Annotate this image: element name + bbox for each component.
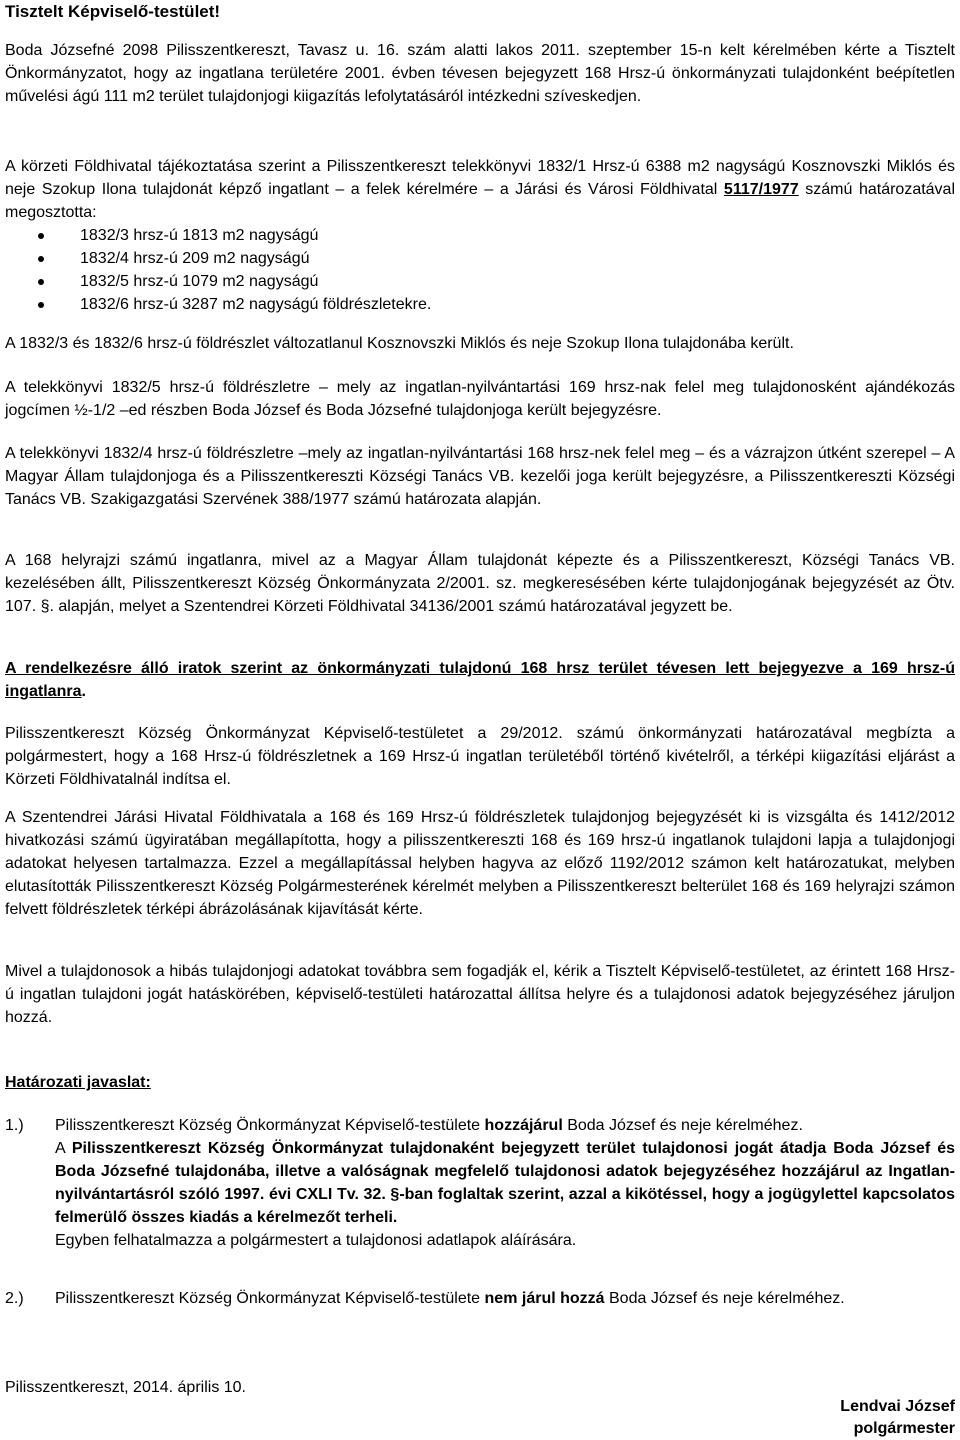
signature-block <box>840 1396 955 1440</box>
signatory-role: polgármester <box>853 1420 955 1437</box>
proposal-item-1: 1.) Pilisszentkereszt Község Önkormányzat Képviselő-testülete hozzájárul Boda József és neje kérelméhez. A Pilisszentkereszt Község Önkormányzat tulajdonaként bejegyzett terület tulajdonosi jogát átadja Boda József és Boda Józsefné tulajdonába, illetve a valóságnak megfelelő tulajdonosi adatok bejegyzéséhez hozzájárul az Ingatlan-nyilvántartásról szóló 1997. évi CXLI Tv. 32. §-ban foglaltak szerint, azzal a kikötéssel, hogy a jogügylettel kapcsolatos felmerülő összes kiadás a kérelmezőt terheli. Egyben felhatalmazza a polgármestert a tulajdonosi adatlapok aláírására. <box>5 1114 955 1252</box>
paragraph-erroneous-registration: A rendelkezésre álló iratok szerint az önkormányzati tulajdonú 168 hrsz terület tévesen lett bejegyezve a 169 hrsz-ú ingatlanra. <box>5 660 955 700</box>
paragraph-mandate: Pilisszentkereszt Község Önkormányzat Képviselő-testületet a 29/2012. számú önkormányzati határozatával megbízta a polgármestert, hogy a 168 Hrsz-ú földrészletnek a 169 Hrsz-ú ingatlan területéből történő kivételről, a térképi kiigazítási eljárást a Körzeti Földhivatalnál indítsa el. <box>5 725 955 788</box>
signatory-name: Lendvai József <box>840 1398 955 1415</box>
paragraph-text-end: számú határozatával megosztotta: <box>5 181 956 221</box>
parcel-list <box>5 224 955 316</box>
paragraph-1832-4: A telekkönyvi 1832/4 hrsz-ú földrészletre –mely az ingatlan-nyilvántartási 168 hrsz-nek felel meg – és a vázrajzon útként szerepel – A Magyar Állam tulajdonjoga és a Pilisszentkereszti Községi Tanács VB. kezelői joga került bejegyzésre, a Pilisszentkereszti Községi Tanács VB. Szakigazgatási Szervének 388/1977 számú határozata alapján. <box>5 445 955 508</box>
emphasis-statement: A rendelkezésre álló iratok szerint az önkormányzati tulajdonú 168 hrsz terület tévesen lett bejegyezve a 169 hrsz-ú ingatlanra <box>5 660 955 700</box>
list-item: 1832/4 hrsz-ú 209 m2 nagyságú <box>5 247 955 270</box>
list-item: 1832/5 hrsz-ú 1079 m2 nagyságú <box>5 270 955 293</box>
paragraph-text: A körzeti Földhivatal tájékoztatása szerint a Pilisszentkereszt telekkönyvi 1832/1 Hrsz-ú 6388 m2 nagyságú Kosznovszki Miklós és neje Szokup Ilona tulajdonát képző ingatlant – a felek kérelmére – a Járási és Városi Földhivatal <box>5 158 955 198</box>
bullet-icon <box>38 233 44 239</box>
item-number: 1.) <box>5 1117 24 1134</box>
paragraph-unchanged: A 1832/3 és 1832/6 hrsz-ú földrészlet változatlanul Kosznovszki Miklós és neje Szokup Ilona tulajdonába került. <box>5 335 794 352</box>
paragraph-request <box>5 39 955 108</box>
salutation-heading: Tisztelt Képviselő-testület! <box>5 2 221 21</box>
paragraph-168-parcel: A 168 helyrajzi számú ingatlanra, mivel az a Magyar Állam tulajdonát képezte és a Pilisszentkereszt, Községi Tanács VB. kezelésében állt, Pilisszentkereszt Község Önkormányzata 2/2001. sz. megkeresésében kérte tulajdonjogának bejegyzését az Ötv. 107. §. alapján, melyet a Szentendrei Körzeti Földhivatal 34136/2001 számú határozatával jegyzett be. <box>5 552 955 615</box>
item-number: 2.) <box>5 1290 24 1307</box>
list-item: 1832/3 hrsz-ú 1813 m2 nagyságú <box>5 224 955 247</box>
bullet-icon <box>38 256 44 262</box>
bullet-icon <box>38 279 44 285</box>
paragraph-investigation: A Szentendrei Járási Hivatal Földhivatala a 168 és 169 Hrsz-ú földrészletek tulajdonjog bejegyzését ki is vizsgálta és 1412/2012 hivatkozási számú ügyiratában megállapította, hogy a pilisszentkereszti 168 és 169 hrsz-ú ingatlanok tulajdoni lapja a tulajdonjogi adatokat helyesen tartalmazza. Ezzel a megállapítással helyben hagyva az előző 1192/2012 számon kelt határozatukat, melyben elutasították Pilisszentkereszt Község Polgármesterének kérelmét melyben a Pilisszentkereszt belterület 168 és 169 helyrajzi számon felvett földrészletek térképi ábrázolásának kijavítását kérte. <box>5 809 955 918</box>
bullet-icon <box>38 302 44 308</box>
list-item: 1832/6 hrsz-ú 3287 m2 nagyságú földrészletekre. <box>5 293 955 316</box>
proposal-item-2: 2.) Pilisszentkereszt Község Önkormányzat Képviselő-testülete nem járul hozzá Boda József és neje kérelméhez. <box>5 1287 955 1310</box>
paragraph-text: Boda Józsefné 2098 Pilisszentkereszt, Tavasz u. 16. szám alatti lakos 2011. szeptember 15-n kelt kérelmében kérte a Tisztelt Önkormányzatot, hogy az ingatlana területére 2001. évben tévesen bejegyzett 168 Hrsz-ú önkormányzati tulajdonként beépítetlen művelési ágú 111 m2 terület tulajdonjogi kiigazítás lefolytatásáról intézkedni szíveskedjen. <box>5 42 955 105</box>
date-line: Pilisszentkereszt, 2014. április 10. <box>5 1379 246 1396</box>
resolution-reference: 5117/1977 <box>723 181 799 198</box>
paragraph-land-office <box>5 155 955 316</box>
paragraph-request-restore: Mivel a tulajdonosok a hibás tulajdonjogi adatokat továbbra sem fogadják el, kérik a Tisztelt Képviselő-testületet, az érintett 168 Hrsz-ú ingatlan tulajdoni jogát hatáskörében, képviselő-testületi határozattal állítsa helyre és a tulajdonosi adatok bejegyzéséhez járuljon hozzá. <box>5 963 955 1026</box>
paragraph-1832-5: A telekkönyvi 1832/5 hrsz-ú földrészletre – mely az ingatlan-nyilvántartási 169 hrsz-nak felel meg tulajdonosként ajándékozás jogcímen ½-1/2 –ed részben Boda József és Boda Józsefné tulajdonjoga került bejegyzésre. <box>5 379 955 419</box>
proposal-heading: Határozati javaslat: <box>5 1074 151 1091</box>
